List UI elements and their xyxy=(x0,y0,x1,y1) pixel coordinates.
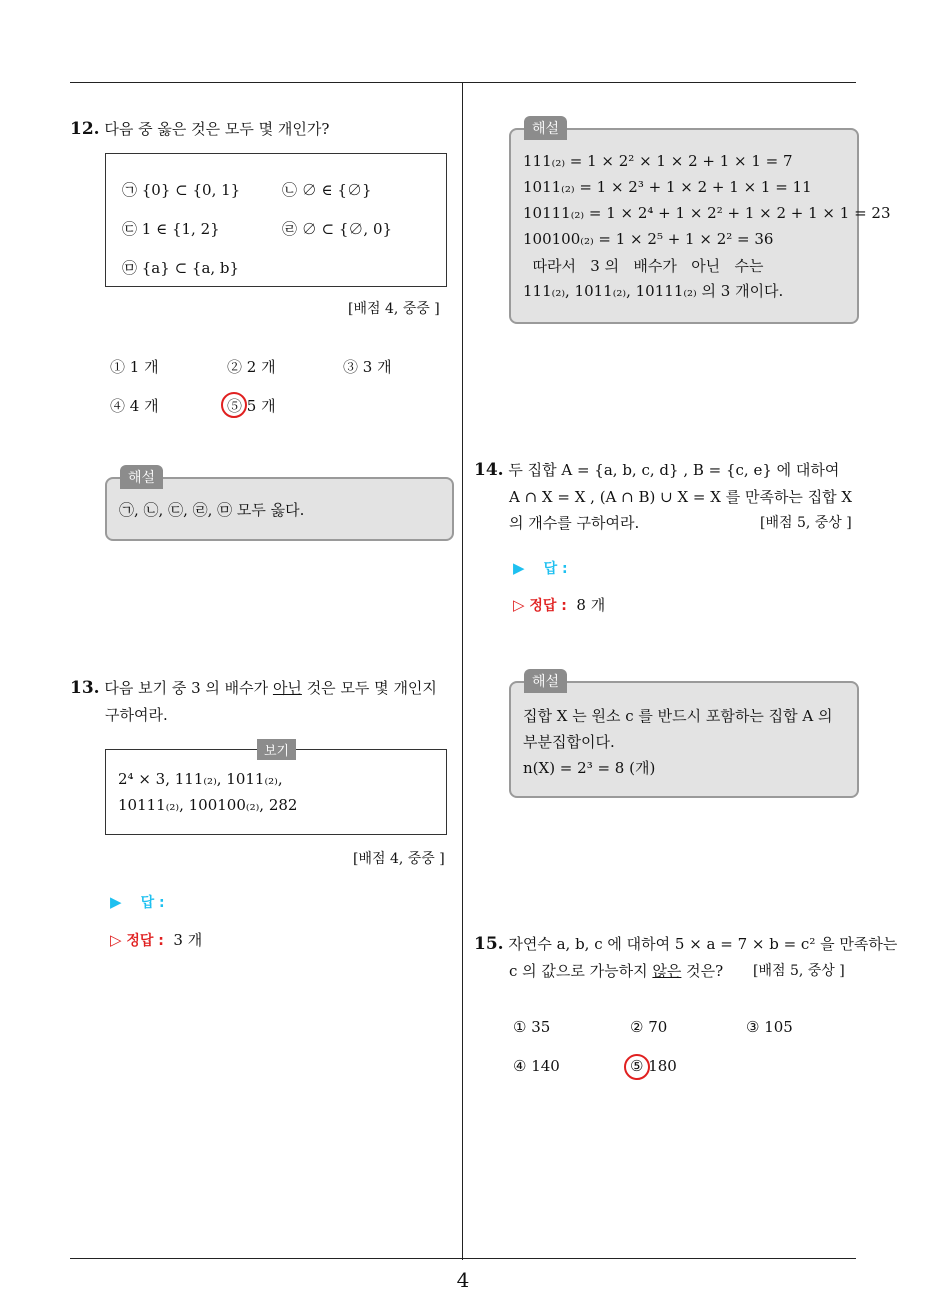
statement-a: ㉠ {0} ⊂ {0, 1} xyxy=(122,181,241,199)
choice-2[interactable]: ② 2 개 xyxy=(227,358,276,376)
answer-label: 답 : xyxy=(140,895,165,911)
solution-line: 10111₍₂₎ = 1 × 2⁴ + 1 × 2² + 1 × 2 + 1 × 1 = 23 xyxy=(523,204,891,222)
points-label: [배점 5, 중상 ] xyxy=(760,515,852,531)
question-text: 자연수 a, b, c 에 대하여 5 × a = 7 × b = c² 을 만족하는 xyxy=(508,935,898,953)
statement-b: ㉡ ∅ ∈ {∅} xyxy=(282,181,372,199)
statement-e: ㉤ {a} ⊂ {a, b} xyxy=(122,259,240,277)
choice-3[interactable]: ③ 105 xyxy=(746,1018,793,1036)
question-number: 13. xyxy=(70,678,100,698)
solution-line: 111₍₂₎, 1011₍₂₎, 10111₍₂₎ 의 3 개이다. xyxy=(523,282,784,300)
choice-1[interactable]: ① 35 xyxy=(513,1018,551,1036)
solution-tag: 해설 xyxy=(524,669,567,693)
solution-tag: 해설 xyxy=(524,116,567,140)
play-arrow-icon: ▶ xyxy=(513,559,525,577)
top-rule xyxy=(70,82,856,83)
bogi-line-1: 2⁴ × 3, 111₍₂₎, 1011₍₂₎, xyxy=(118,770,283,788)
outline-arrow-icon: ▷ xyxy=(513,596,525,614)
points-label: [배점 4, 중중 ] xyxy=(348,301,440,317)
play-arrow-icon: ▶ xyxy=(110,893,122,911)
solution-line: 부분집합이다. xyxy=(523,733,615,751)
answer-circle-mark xyxy=(624,1054,650,1080)
underlined-word: 아닌 xyxy=(272,679,302,697)
solution-line: 100100₍₂₎ = 1 × 2⁵ + 1 × 2² = 36 xyxy=(523,230,774,248)
choice-2[interactable]: ② 70 xyxy=(630,1018,668,1036)
question-number: 15. xyxy=(474,934,504,954)
statement-d: ㉣ ∅ ⊂ {∅, 0} xyxy=(282,220,393,238)
question-number: 12. xyxy=(70,119,100,139)
outline-arrow-icon: ▷ xyxy=(110,931,122,949)
answer-label: 답 : xyxy=(543,561,568,577)
bogi-box xyxy=(105,749,447,835)
choice-4[interactable]: ④ 4 개 xyxy=(110,397,159,415)
correct-answer-row xyxy=(513,594,605,615)
solution-line: n(X) = 2³ = 8 (개) xyxy=(523,759,656,777)
points-label: [배점 4, 중중 ] xyxy=(353,851,445,867)
question-text-part: c 의 값으로 가능하지 xyxy=(509,962,653,980)
question-number: 14. xyxy=(474,460,504,480)
correct-label: 정답 : xyxy=(529,598,567,614)
question-13 xyxy=(70,677,437,698)
solution-text: ㉠, ㉡, ㉢, ㉣, ㉤ 모두 옳다. xyxy=(119,501,305,519)
correct-value: 8 개 xyxy=(576,596,606,614)
question-14 xyxy=(474,459,839,480)
answer-row xyxy=(513,558,568,578)
solution-line: 111₍₂₎ = 1 × 2² × 1 × 2 + 1 × 1 = 7 xyxy=(523,152,793,170)
question-text-line3: 의 개수를 구하여라. xyxy=(509,514,640,532)
points-label: [배점 5, 중상 ] xyxy=(753,963,845,979)
solution-line: 따라서 3 의 배수가 아닌 수는 xyxy=(523,257,764,275)
choice-3[interactable]: ③ 3 개 xyxy=(343,358,392,376)
question-text-line2 xyxy=(509,960,723,981)
solution-line: 1011₍₂₎ = 1 × 2³ + 1 × 2 + 1 × 1 = 11 xyxy=(523,178,812,196)
solution-box-13 xyxy=(509,128,891,324)
question-12 xyxy=(70,118,329,139)
question-text: 다음 중 옳은 것은 모두 몇 개인가? xyxy=(104,120,330,138)
question-text-line2: A ∩ X = X , (A ∩ B) ∪ X = X 를 만족하는 집합 X xyxy=(509,488,853,506)
solution-tag: 해설 xyxy=(120,465,163,489)
question-text-part: 것은 모두 몇 개인지 xyxy=(301,679,437,697)
choice-1[interactable]: ① 1 개 xyxy=(110,358,159,376)
question-text: 두 집합 A = {a, b, c, d} , B = {c, e} 에 대하여 xyxy=(508,461,840,479)
solution-line: 집합 X 는 원소 c 를 반드시 포함하는 집합 A 의 xyxy=(523,707,833,725)
question-text-part: 것은? xyxy=(681,962,724,980)
correct-answer-row xyxy=(110,929,202,950)
question-text-line2: 구하여라. xyxy=(105,706,168,724)
choice-5[interactable]: ⑤ 180 xyxy=(630,1057,677,1075)
correct-label: 정답 : xyxy=(126,933,164,949)
answer-row xyxy=(110,892,165,912)
bogi-line-2: 10111₍₂₎, 100100₍₂₎, 282 xyxy=(118,796,298,814)
solution-box-14 xyxy=(509,681,859,798)
underlined-word: 않은 xyxy=(652,962,682,980)
bogi-tag: 보기 xyxy=(257,739,296,760)
column-divider xyxy=(462,83,463,1260)
statement-c: ㉢ 1 ∈ {1, 2} xyxy=(122,220,220,238)
choice-5[interactable]: ⑤ 5 개 xyxy=(227,397,276,415)
correct-value: 3 개 xyxy=(173,931,203,949)
condition-box xyxy=(105,153,447,287)
bottom-rule xyxy=(70,1258,856,1259)
question-15 xyxy=(474,933,897,954)
page-number: 4 xyxy=(456,1268,470,1292)
question-text-part: 다음 보기 중 3 의 배수가 xyxy=(104,679,273,697)
answer-circle-mark xyxy=(221,392,247,418)
choice-4[interactable]: ④ 140 xyxy=(513,1057,560,1075)
